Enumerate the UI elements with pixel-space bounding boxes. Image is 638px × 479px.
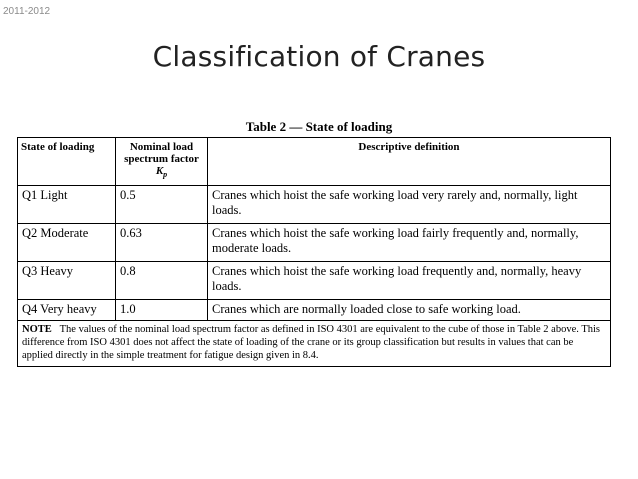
row-factor-cell: 0.8	[116, 262, 208, 300]
row-definition-cell: Cranes which hoist the safe working load very rarely and, normally, light loads.	[208, 186, 611, 224]
header-descriptive-definition	[208, 138, 611, 186]
table-row	[18, 300, 611, 321]
state-of-loading-table	[17, 137, 611, 367]
header-state-of-loading	[18, 138, 116, 186]
header-factor-line2: spectrum factor	[124, 153, 199, 165]
slide-title: Classification of Cranes	[152, 40, 486, 73]
factor-symbol-k: K	[155, 165, 164, 177]
row-definition-cell: Cranes which hoist the safe working load frequently and, normally, heavy loads.	[208, 262, 611, 300]
table-header-row	[18, 138, 611, 186]
row-state-cell: Q3 Heavy	[18, 262, 116, 300]
row-state-cell: Q2 Moderate	[18, 224, 116, 262]
note-text: The values of the nominal load spectrum factor as defined in ISO 4301 are equivalent to the cube of those in Table 2 above. This difference from ISO 4301 does not affect the state of loading of the crane or its group classification but results in values that can be applied directly in the simple treatment for fatigue design given in 8.4.	[22, 324, 600, 362]
row-state-cell: Q1 Light	[18, 186, 116, 224]
table-note-cell	[18, 321, 611, 367]
factor-symbol-subscript: p	[163, 170, 168, 180]
header-state-label: State of loading	[21, 141, 95, 153]
table-caption: Table 2 — State of loading	[245, 119, 393, 134]
header-nominal-load-factor	[116, 138, 208, 186]
row-state-cell: Q4 Very heavy	[18, 300, 116, 321]
row-definition-cell: Cranes which hoist the safe working load fairly frequently and, normally, moderate loads.	[208, 224, 611, 262]
table-row	[18, 262, 611, 300]
row-factor-cell: 0.5	[116, 186, 208, 224]
row-factor-cell: 0.63	[116, 224, 208, 262]
table-row	[18, 186, 611, 224]
header-definition-label: Descriptive definition	[358, 141, 460, 153]
table-row	[18, 224, 611, 262]
row-factor-cell: 1.0	[116, 300, 208, 321]
table-note-row	[18, 321, 611, 367]
header-factor-symbol	[119, 165, 204, 181]
note-label: NOTE	[22, 324, 52, 336]
year-range-label: 2011-2012	[3, 6, 51, 17]
row-definition-cell: Cranes which are normally loaded close to safe working load.	[208, 300, 611, 321]
header-factor-line1: Nominal load	[129, 141, 194, 153]
